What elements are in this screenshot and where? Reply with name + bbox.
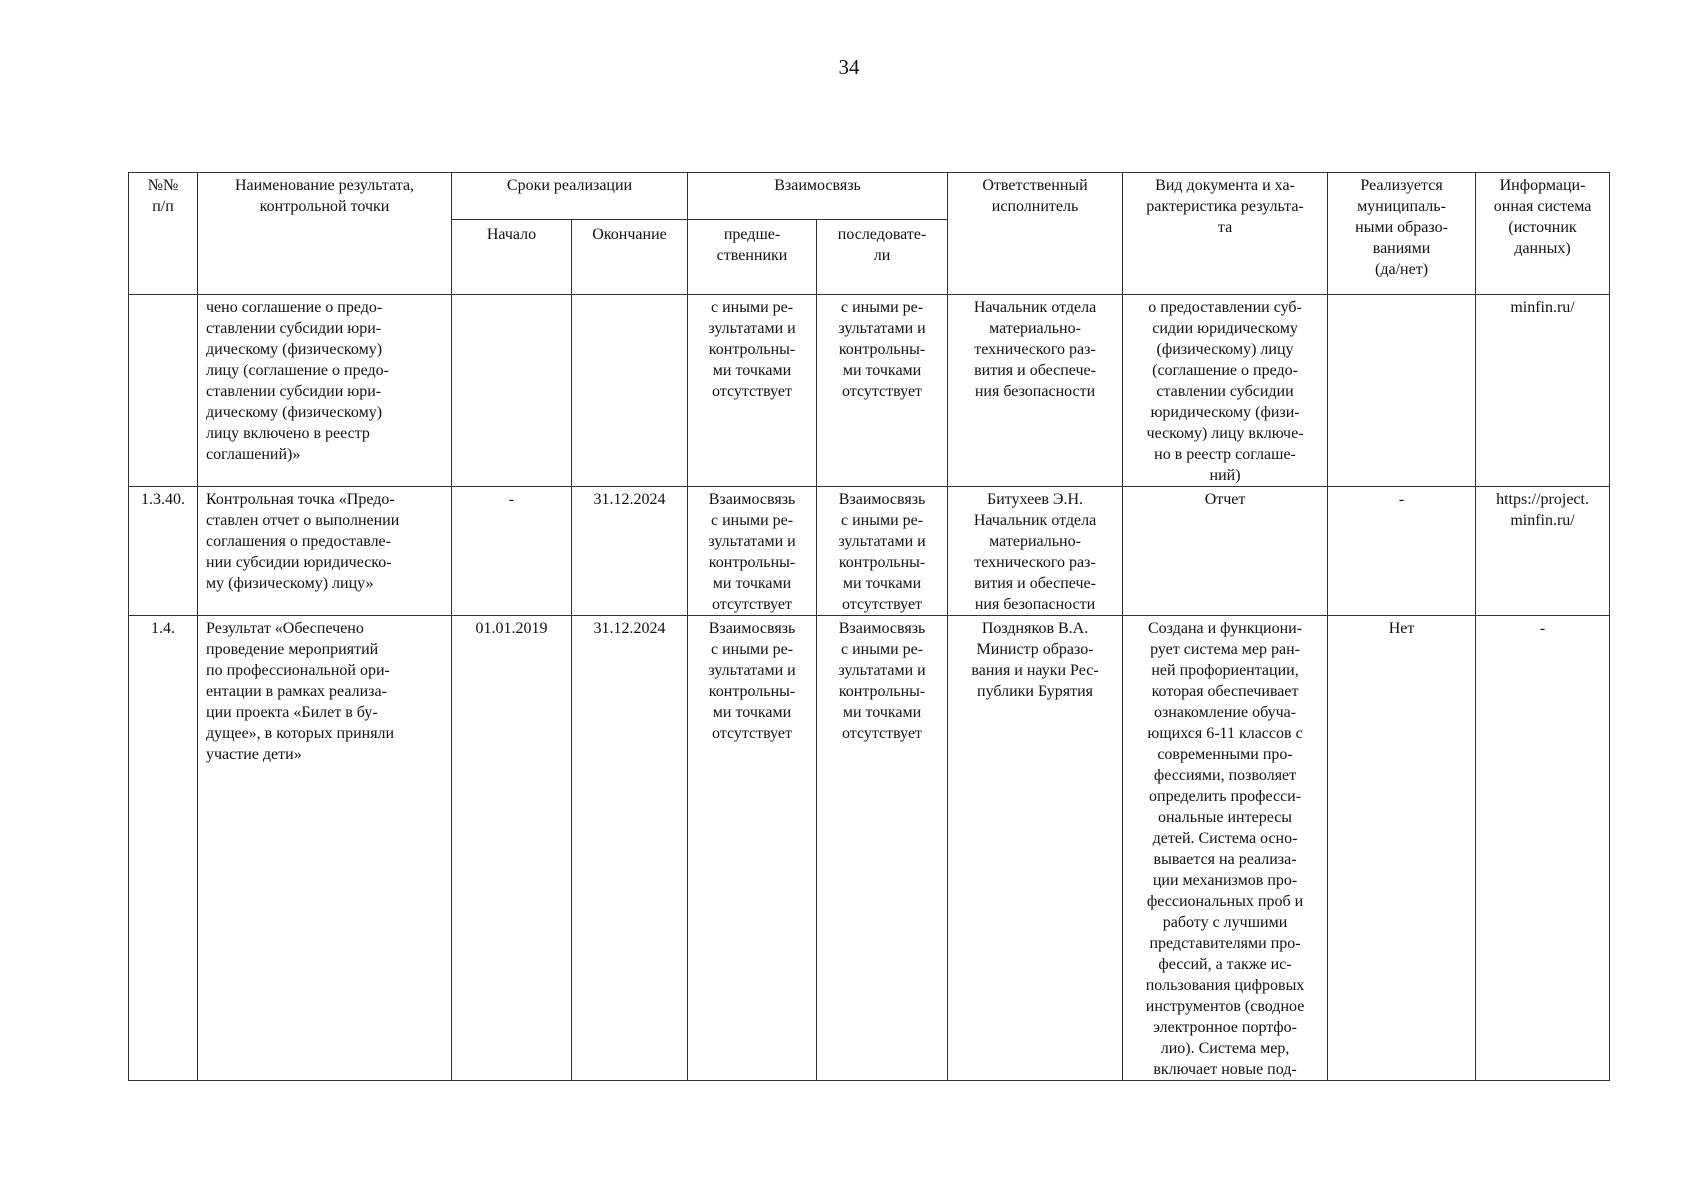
cell-end [572,295,688,487]
cell-successors: с иными ре- зультатами и контрольны- ми точками отсутствует [817,295,948,487]
header-responsible: Ответственный исполнитель [948,173,1123,295]
header-num: №№ п/п [129,173,198,295]
header-relation: Взаимосвязь [688,173,948,220]
header-start: Начало [452,220,572,295]
cell-responsible: Начальник отдела материально- технического раз- вития и обеспече- ния безопасности [948,295,1123,487]
cell-end: 31.12.2024 [572,487,688,616]
cell-doc-type: Создана и функциони- рует система мер ран- ней профориентации, которая обеспечивает ознакомление обуча- ющихся 6-11 классов с современными про- фессиями, позволяет определить професси- ональные интересы детей. Система осно- вывается на реализа- ции механизмов про- фессиональных проб и работу с лучшими представителями про- фессий, а также ис- пользования цифровых инструментов (сводное электронное портфо- лио). Система мер, включает новые под- [1123,616,1328,1081]
table-row [129,616,1610,1081]
cell-doc-type: Отчет [1123,487,1328,616]
cell-municipal: Нет [1328,616,1476,1081]
cell-start: - [452,487,572,616]
cell-num: 1.3.40. [129,487,198,616]
header-end: Окончание [572,220,688,295]
cell-successors: Взаимосвязь с иными ре- зультатами и контрольны- ми точками отсутствует [817,616,948,1081]
cell-responsible: Поздняков В.А. Министр образо- вания и науки Рес- публики Бурятия [948,616,1123,1081]
table-row [129,295,1610,487]
table-row [129,487,1610,616]
cell-info-system: - [1476,616,1610,1081]
cell-name: Результат «Обеспечено проведение мероприятий по профессиональной ори- ентации в рамках реализа- ции проекта «Билет в бу- дущее», в которых приняли участие дети» [198,616,452,1081]
cell-end: 31.12.2024 [572,616,688,1081]
cell-responsible: Битухеев Э.Н. Начальник отдела материально- технического раз- вития и обеспече- ния безопасности [948,487,1123,616]
cell-municipal: - [1328,487,1476,616]
cell-name: чено соглашение о предо- ставлении субсидии юри- дическому (физическому) лицу (соглашение о предо- ставлении субсидии юри- дическому (физическому) лицу включено в реестр соглашений)» [198,295,452,487]
header-info-system: Информаци- онная система (источник данных) [1476,173,1610,295]
table-header-row [129,173,1610,220]
cell-doc-type: о предоставлении суб- сидии юридическому (физическому) лицу (соглашение о предо- ставлении субсидии юридическому (физи- ческому) лицу включе- но в реестр соглаше- ний) [1123,295,1328,487]
cell-successors: Взаимосвязь с иными ре- зультатами и контрольны- ми точками отсутствует [817,487,948,616]
cell-municipal [1328,295,1476,487]
cell-predecessors: Взаимосвязь с иными ре- зультатами и контрольны- ми точками отсутствует [688,616,817,1081]
header-doc-type: Вид документа и ха- рактеристика результа- та [1123,173,1328,295]
page-number: 34 [838,55,860,79]
cell-info-system: https://project. minfin.ru/ [1476,487,1610,616]
header-name: Наименование результата, контрольной точки [198,173,452,295]
header-municipal: Реализуется муниципаль- ными образо- ваниями (да/нет) [1328,173,1476,295]
header-terms: Сроки реализации [452,173,688,220]
header-successors: последовате- ли [817,220,948,295]
cell-info-system: minfin.ru/ [1476,295,1610,487]
cell-predecessors: Взаимосвязь с иными ре- зультатами и контрольны- ми точками отсутствует [688,487,817,616]
cell-num: 1.4. [129,616,198,1081]
implementation-plan-table [128,172,1610,1081]
cell-num [129,295,198,487]
header-predecessors: предше- ственники [688,220,817,295]
cell-predecessors: с иными ре- зультатами и контрольны- ми точками отсутствует [688,295,817,487]
cell-name: Контрольная точка «Предо- ставлен отчет о выполнении соглашения о предоставле- нии субсидии юридическо- му (физическому) лицу» [198,487,452,616]
cell-start: 01.01.2019 [452,616,572,1081]
cell-start [452,295,572,487]
